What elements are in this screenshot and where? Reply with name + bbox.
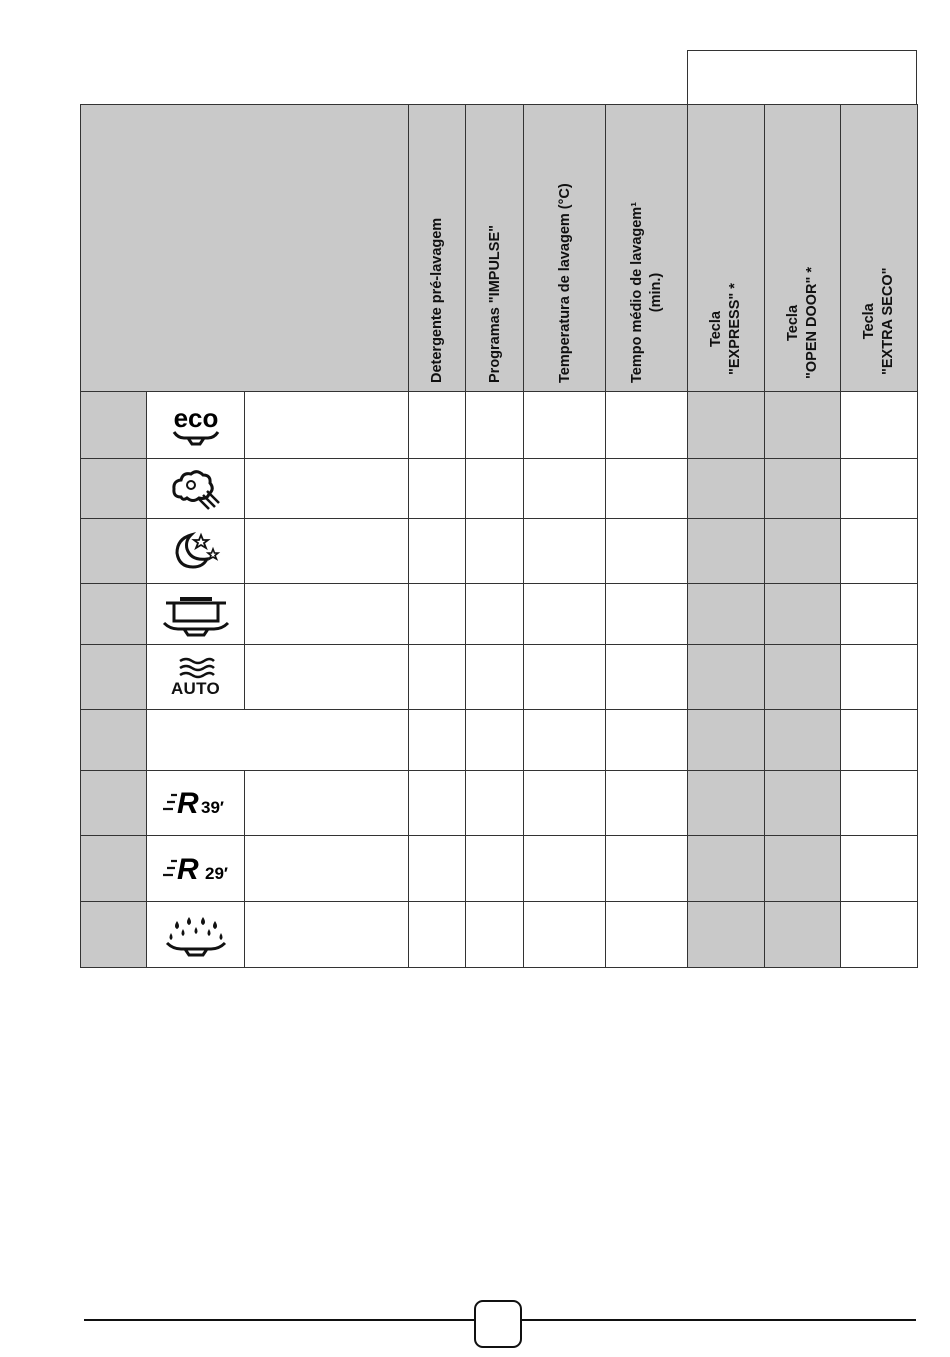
row-number-cell — [81, 392, 147, 459]
rapid-29-icon — [147, 836, 245, 902]
page-number-box — [474, 1300, 522, 1348]
header-row — [81, 105, 918, 392]
program-name-cell — [245, 645, 409, 710]
header-detergent: Detergente pré-lavagem — [409, 105, 466, 392]
night-icon — [147, 519, 245, 584]
program-name-cell — [245, 836, 409, 902]
row-number-cell — [81, 519, 147, 584]
table-row — [81, 584, 918, 645]
rapid-39-icon — [147, 771, 245, 836]
program-name-cell — [245, 771, 409, 836]
row-number-cell — [81, 836, 147, 902]
row-number-cell — [81, 459, 147, 519]
svg-text:29′: 29′ — [204, 863, 228, 883]
table-row — [81, 645, 918, 710]
header-blank-box — [687, 50, 917, 105]
svg-text:eco: eco — [173, 403, 218, 433]
header-impulse: Programas "IMPULSE" — [466, 105, 524, 392]
table-row — [81, 771, 918, 836]
svg-text:39′: 39′ — [200, 798, 224, 817]
header-open-door: Tecla "OPEN DOOR" * — [765, 105, 841, 392]
svg-text:R: R — [176, 787, 199, 820]
table-row — [81, 459, 918, 519]
program-name-cell — [245, 902, 409, 968]
table-row — [81, 392, 918, 459]
auto-label: AUTO — [170, 678, 221, 698]
header-temperature: Temperatura de lavagem (°C) — [524, 105, 606, 392]
table-row — [81, 836, 918, 902]
program-name-cell — [245, 392, 409, 459]
program-name-cell — [245, 519, 409, 584]
row-number-cell — [81, 710, 147, 771]
table-row — [81, 710, 918, 771]
svg-text:R: R — [176, 852, 199, 886]
program-table — [80, 104, 918, 968]
table-row — [81, 902, 918, 968]
table-row — [81, 519, 918, 584]
program-name-cell — [245, 459, 409, 519]
header-extra-dry: Tecla "EXTRA SECO" — [841, 105, 918, 392]
header-express: Tecla "EXPRESS" * — [688, 105, 765, 392]
footer-line-left — [84, 1319, 474, 1321]
intensive-icon — [147, 459, 245, 519]
program-name-cell — [245, 584, 409, 645]
row-number-cell — [81, 771, 147, 836]
row-number-cell — [81, 645, 147, 710]
row-number-cell — [81, 584, 147, 645]
header-time: Tempo médio de lavagem¹ (min.) — [606, 105, 688, 392]
rinse-icon — [147, 902, 245, 968]
header-blank-cell — [81, 105, 409, 392]
pot-icon — [147, 584, 245, 645]
eco-icon — [147, 392, 245, 459]
footer-line-right — [522, 1319, 916, 1321]
row-number-cell — [81, 902, 147, 968]
program-name-cell — [147, 710, 409, 771]
auto-icon — [147, 645, 245, 710]
